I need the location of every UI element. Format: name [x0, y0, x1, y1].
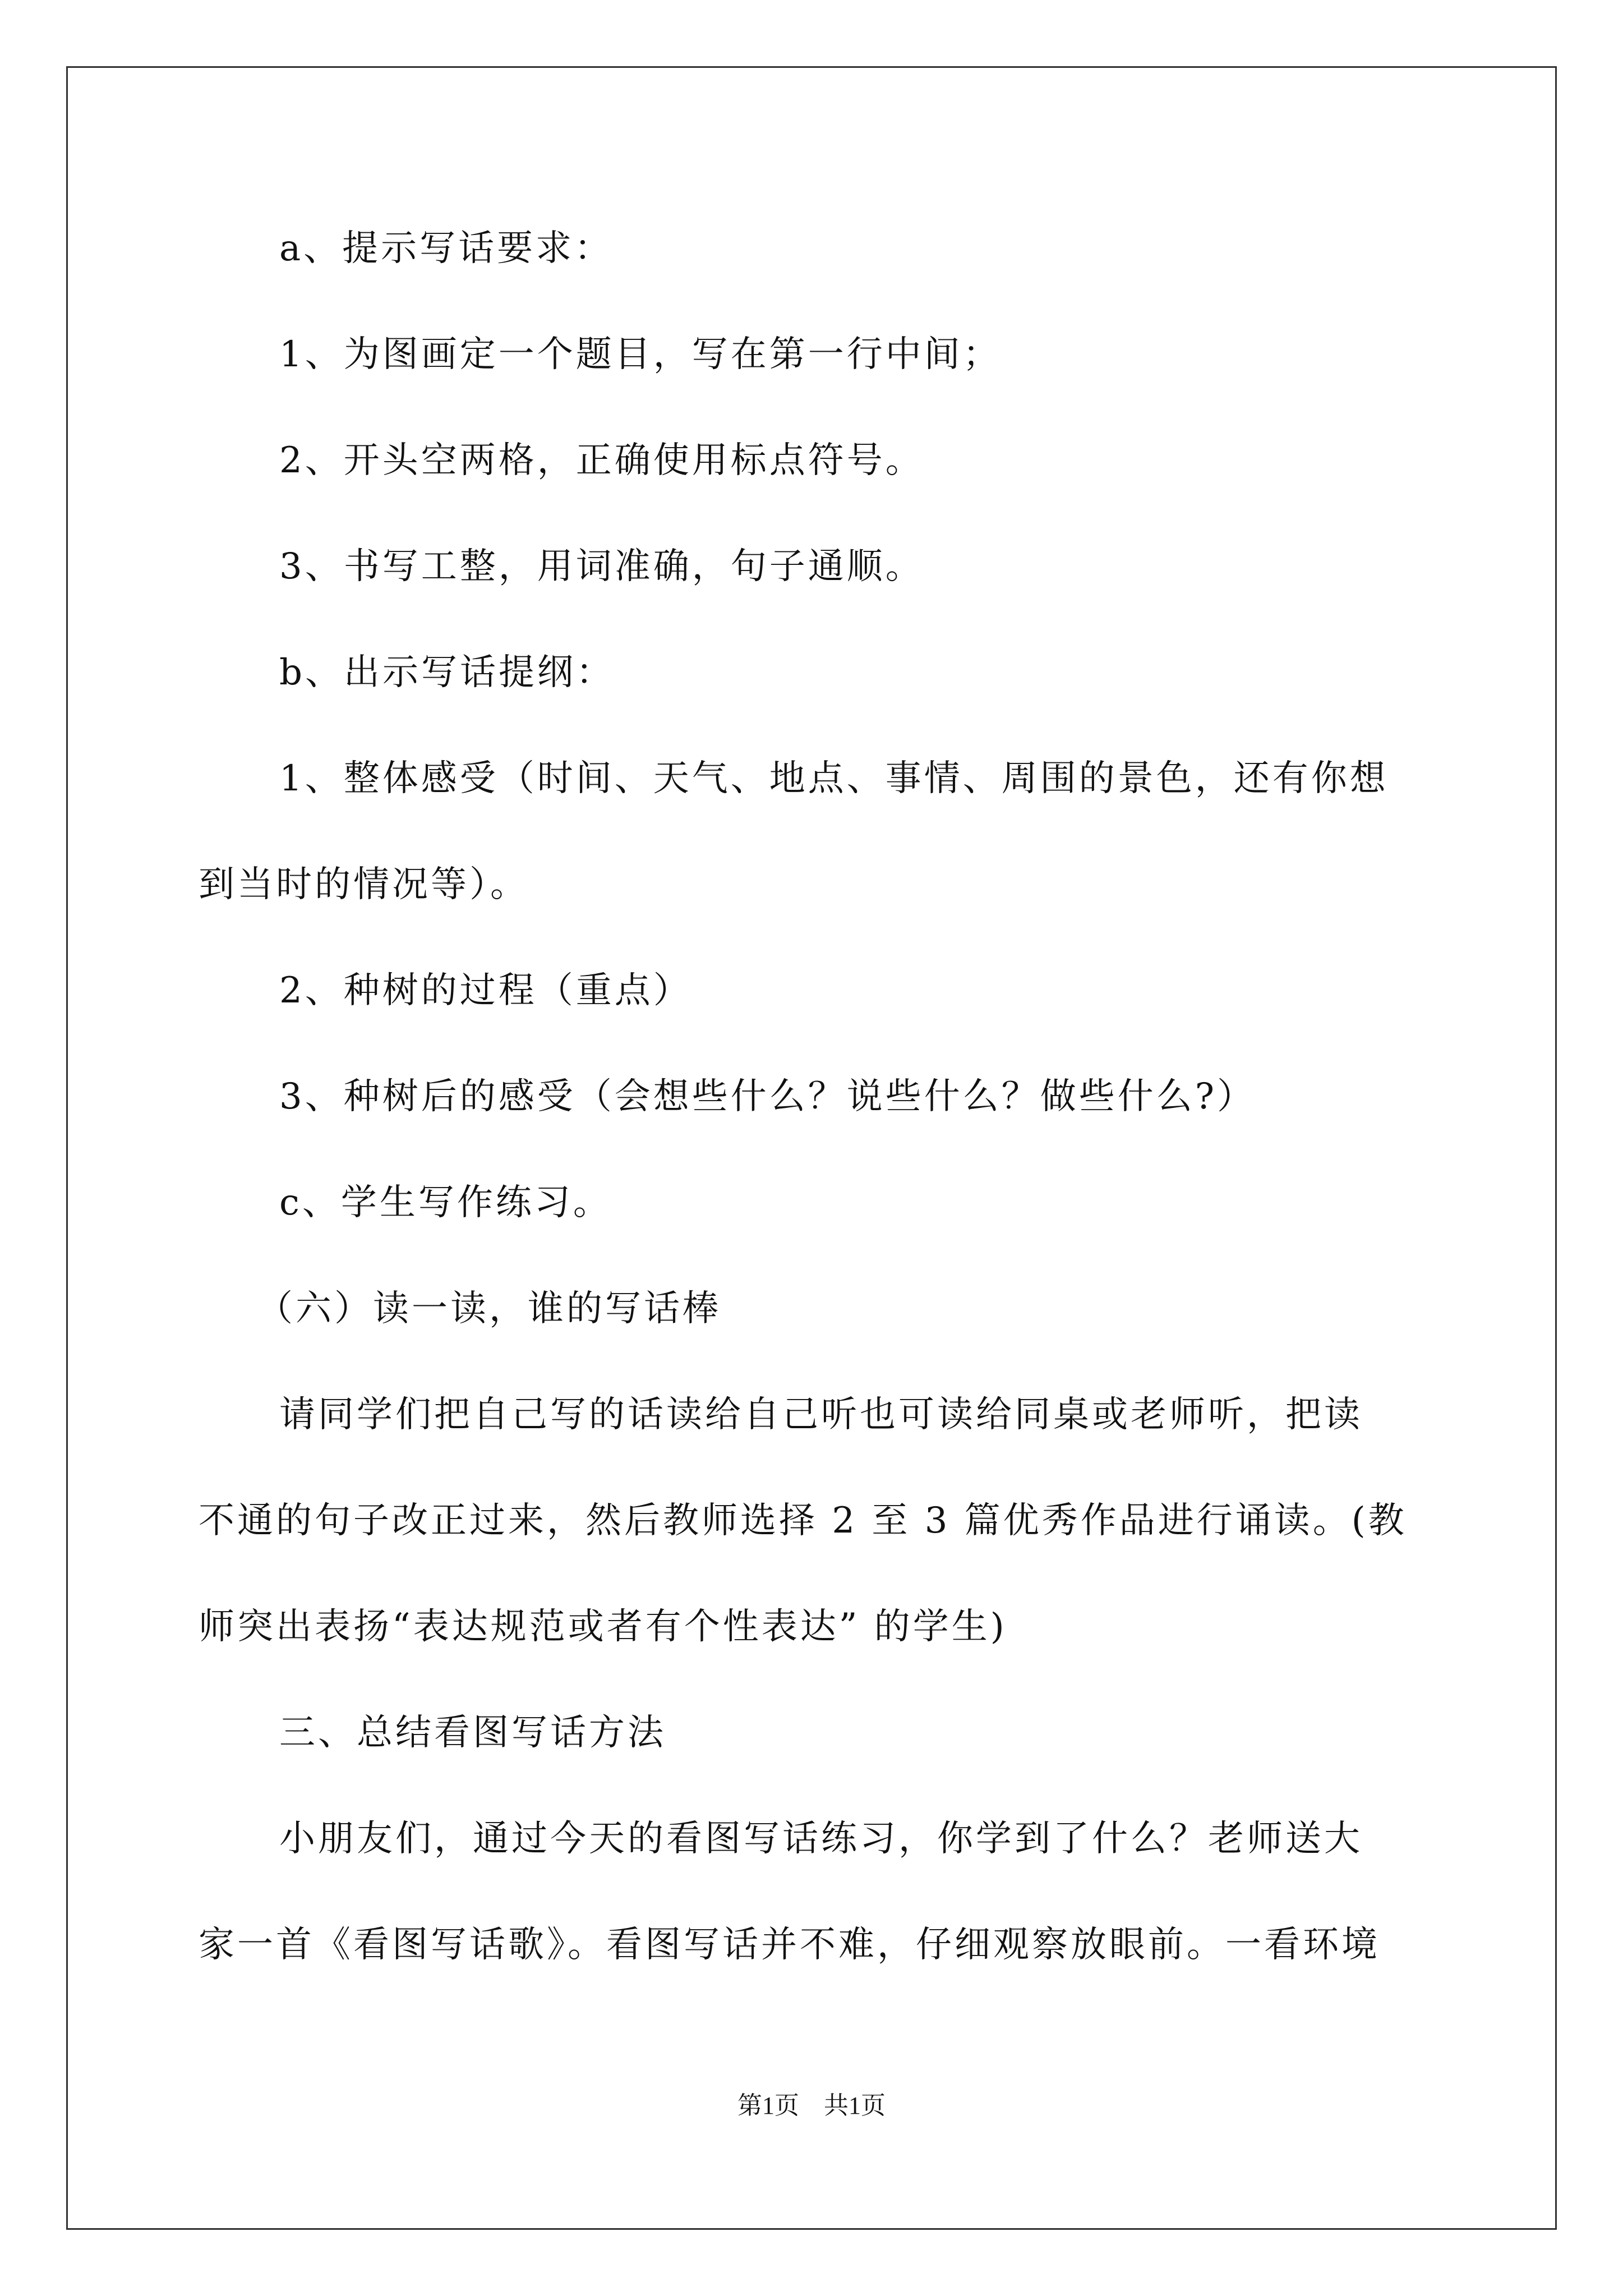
paragraph-read-line-1: 请同学们把自己写的话读给自己听也可读给同桌或老师听，把读 — [279, 1394, 1363, 1435]
paragraph-outline-1-line-2: 到当时的情况等）。 — [199, 864, 529, 905]
paragraph-read-line-3: 师突出表扬“表达规范或者有个性表达” 的学生) — [199, 1606, 1007, 1648]
paragraph-requirement-2: 2、开头空两格，正确使用标点符号。 — [279, 440, 924, 481]
page-border — [66, 66, 1557, 2230]
paragraph-summary-line-2: 家一首《看图写话歌》。看图写话并不难，仔细观察放眼前。一看环境 — [199, 1924, 1380, 1966]
paragraph-outline-heading: b、出示写话提纲： — [279, 652, 615, 693]
paragraph-summary-line-1: 小朋友们，通过今天的看图写话练习，你学到了什么？老师送大 — [279, 1818, 1363, 1860]
page-number-footer: 第1页 共1页 — [737, 2092, 886, 2119]
paragraph-outline-2: 2、种树的过程（重点） — [279, 970, 692, 1011]
section-heading-summary: 三、总结看图写话方法 — [279, 1712, 666, 1754]
paragraph-writing-practice: c、学生写作练习。 — [279, 1182, 612, 1223]
paragraph-outline-3: 3、种树后的感受（会想些什么？说些什么？做些什么?） — [279, 1076, 1256, 1117]
paragraph-outline-1-line-1: 1、整体感受（时间、天气、地点、事情、周围的景色，还有你想 — [279, 758, 1389, 799]
paragraph-requirement-3: 3、书写工整，用词准确，句子通顺。 — [279, 546, 924, 587]
paragraph-requirement-1: 1、为图画定一个题目，写在第一行中间； — [279, 334, 1002, 375]
paragraph-prompt-requirements: a、提示写话要求： — [279, 228, 614, 269]
section-heading-six: （六）读一读，谁的写话棒 — [257, 1288, 721, 1329]
paragraph-read-line-2: 不通的句子改正过来，然后教师选择 2 至 3 篇优秀作品进行诵读。(教 — [199, 1500, 1407, 1542]
